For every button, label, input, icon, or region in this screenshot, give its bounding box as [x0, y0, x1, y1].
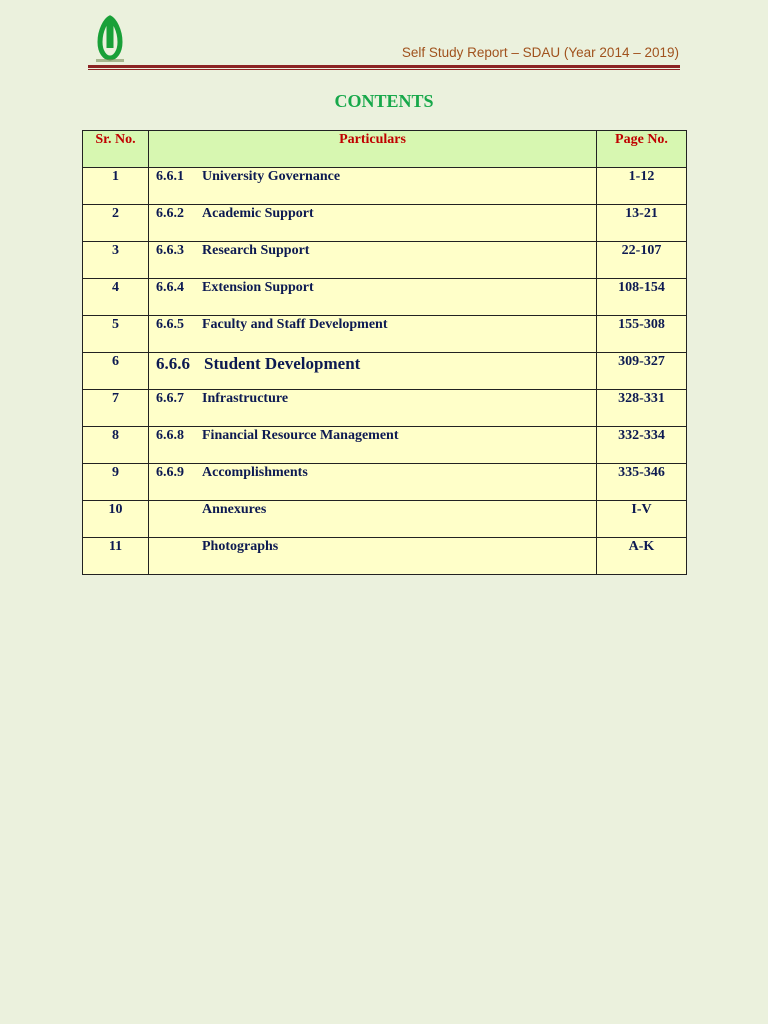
sr-no-cell: 4 — [83, 279, 149, 316]
page-range-cell: 1-12 — [597, 168, 687, 205]
section-label: Research Support — [202, 243, 310, 258]
section-code: 6.6.3 — [156, 243, 184, 258]
section-code: 6.6.7 — [156, 391, 184, 406]
page-range-cell: 108-154 — [597, 279, 687, 316]
university-logo — [90, 12, 130, 64]
particulars-cell — [149, 501, 597, 538]
page-range-cell: 13-21 — [597, 205, 687, 242]
section-code: 6.6.2 — [156, 206, 184, 221]
table-row — [83, 205, 687, 242]
particulars-cell — [149, 390, 597, 427]
sr-no-cell: 6 — [83, 353, 149, 390]
sr-no-cell: 1 — [83, 168, 149, 205]
table-row — [83, 427, 687, 464]
page-range-cell: 335-346 — [597, 464, 687, 501]
section-label: Extension Support — [202, 280, 314, 295]
particulars-cell — [149, 205, 597, 242]
table-row — [83, 353, 687, 390]
section-label: University Governance — [202, 169, 341, 184]
section-label: Accomplishments — [202, 465, 308, 480]
particulars-cell — [149, 538, 597, 575]
page-range-cell: 309-327 — [597, 353, 687, 390]
sr-no-cell: 7 — [83, 390, 149, 427]
table-row — [83, 464, 687, 501]
page-range-cell: A-K — [597, 538, 687, 575]
section-label: Faculty and Staff Development — [202, 317, 388, 332]
table-row — [83, 538, 687, 575]
page-range-cell: 332-334 — [597, 427, 687, 464]
table-row — [83, 279, 687, 316]
section-code: 6.6.1 — [156, 169, 184, 184]
particulars-cell — [149, 242, 597, 279]
section-label: Annexures — [202, 502, 267, 517]
sr-no-cell: 3 — [83, 242, 149, 279]
particulars-cell — [149, 464, 597, 501]
page-range-cell: 155-308 — [597, 316, 687, 353]
table-header-row — [83, 131, 687, 168]
sr-no-cell: 8 — [83, 427, 149, 464]
column-header-sr-no: Sr. No. — [83, 131, 149, 168]
table-row — [83, 501, 687, 538]
header-rule-thick — [88, 65, 680, 68]
section-code: 6.6.6 — [156, 354, 190, 373]
particulars-cell — [149, 279, 597, 316]
sr-no-cell: 11 — [83, 538, 149, 575]
section-code: 6.6.4 — [156, 280, 184, 295]
table-row — [83, 242, 687, 279]
particulars-cell — [149, 353, 597, 390]
sr-no-cell: 5 — [83, 316, 149, 353]
column-header-page-no: Page No. — [597, 131, 687, 168]
table-row — [83, 316, 687, 353]
table-row — [83, 390, 687, 427]
section-code: 6.6.9 — [156, 465, 184, 480]
section-label: Photographs — [202, 539, 279, 554]
sr-no-cell: 10 — [83, 501, 149, 538]
particulars-cell — [149, 316, 597, 353]
contents-table — [82, 130, 687, 575]
page-range-cell: 328-331 — [597, 390, 687, 427]
section-code: 6.6.5 — [156, 317, 184, 332]
table-row — [83, 168, 687, 205]
report-header-title: Self Study Report – SDAU (Year 2014 – 2019) — [401, 45, 679, 60]
sr-no-cell: 9 — [83, 464, 149, 501]
particulars-cell — [149, 168, 597, 205]
particulars-cell — [149, 427, 597, 464]
section-code: 6.6.8 — [156, 428, 184, 443]
page-range-cell: 22-107 — [597, 242, 687, 279]
sr-no-cell: 2 — [83, 205, 149, 242]
section-label: Financial Resource Management — [202, 428, 399, 443]
contents-heading: CONTENTS — [334, 91, 434, 111]
section-label: Infrastructure — [202, 391, 289, 406]
page-range-cell: I-V — [597, 501, 687, 538]
section-label: Academic Support — [202, 206, 314, 221]
column-header-particulars: Particulars — [149, 131, 597, 168]
section-label: Student Development — [204, 354, 361, 373]
header-rule-thin — [88, 69, 680, 70]
